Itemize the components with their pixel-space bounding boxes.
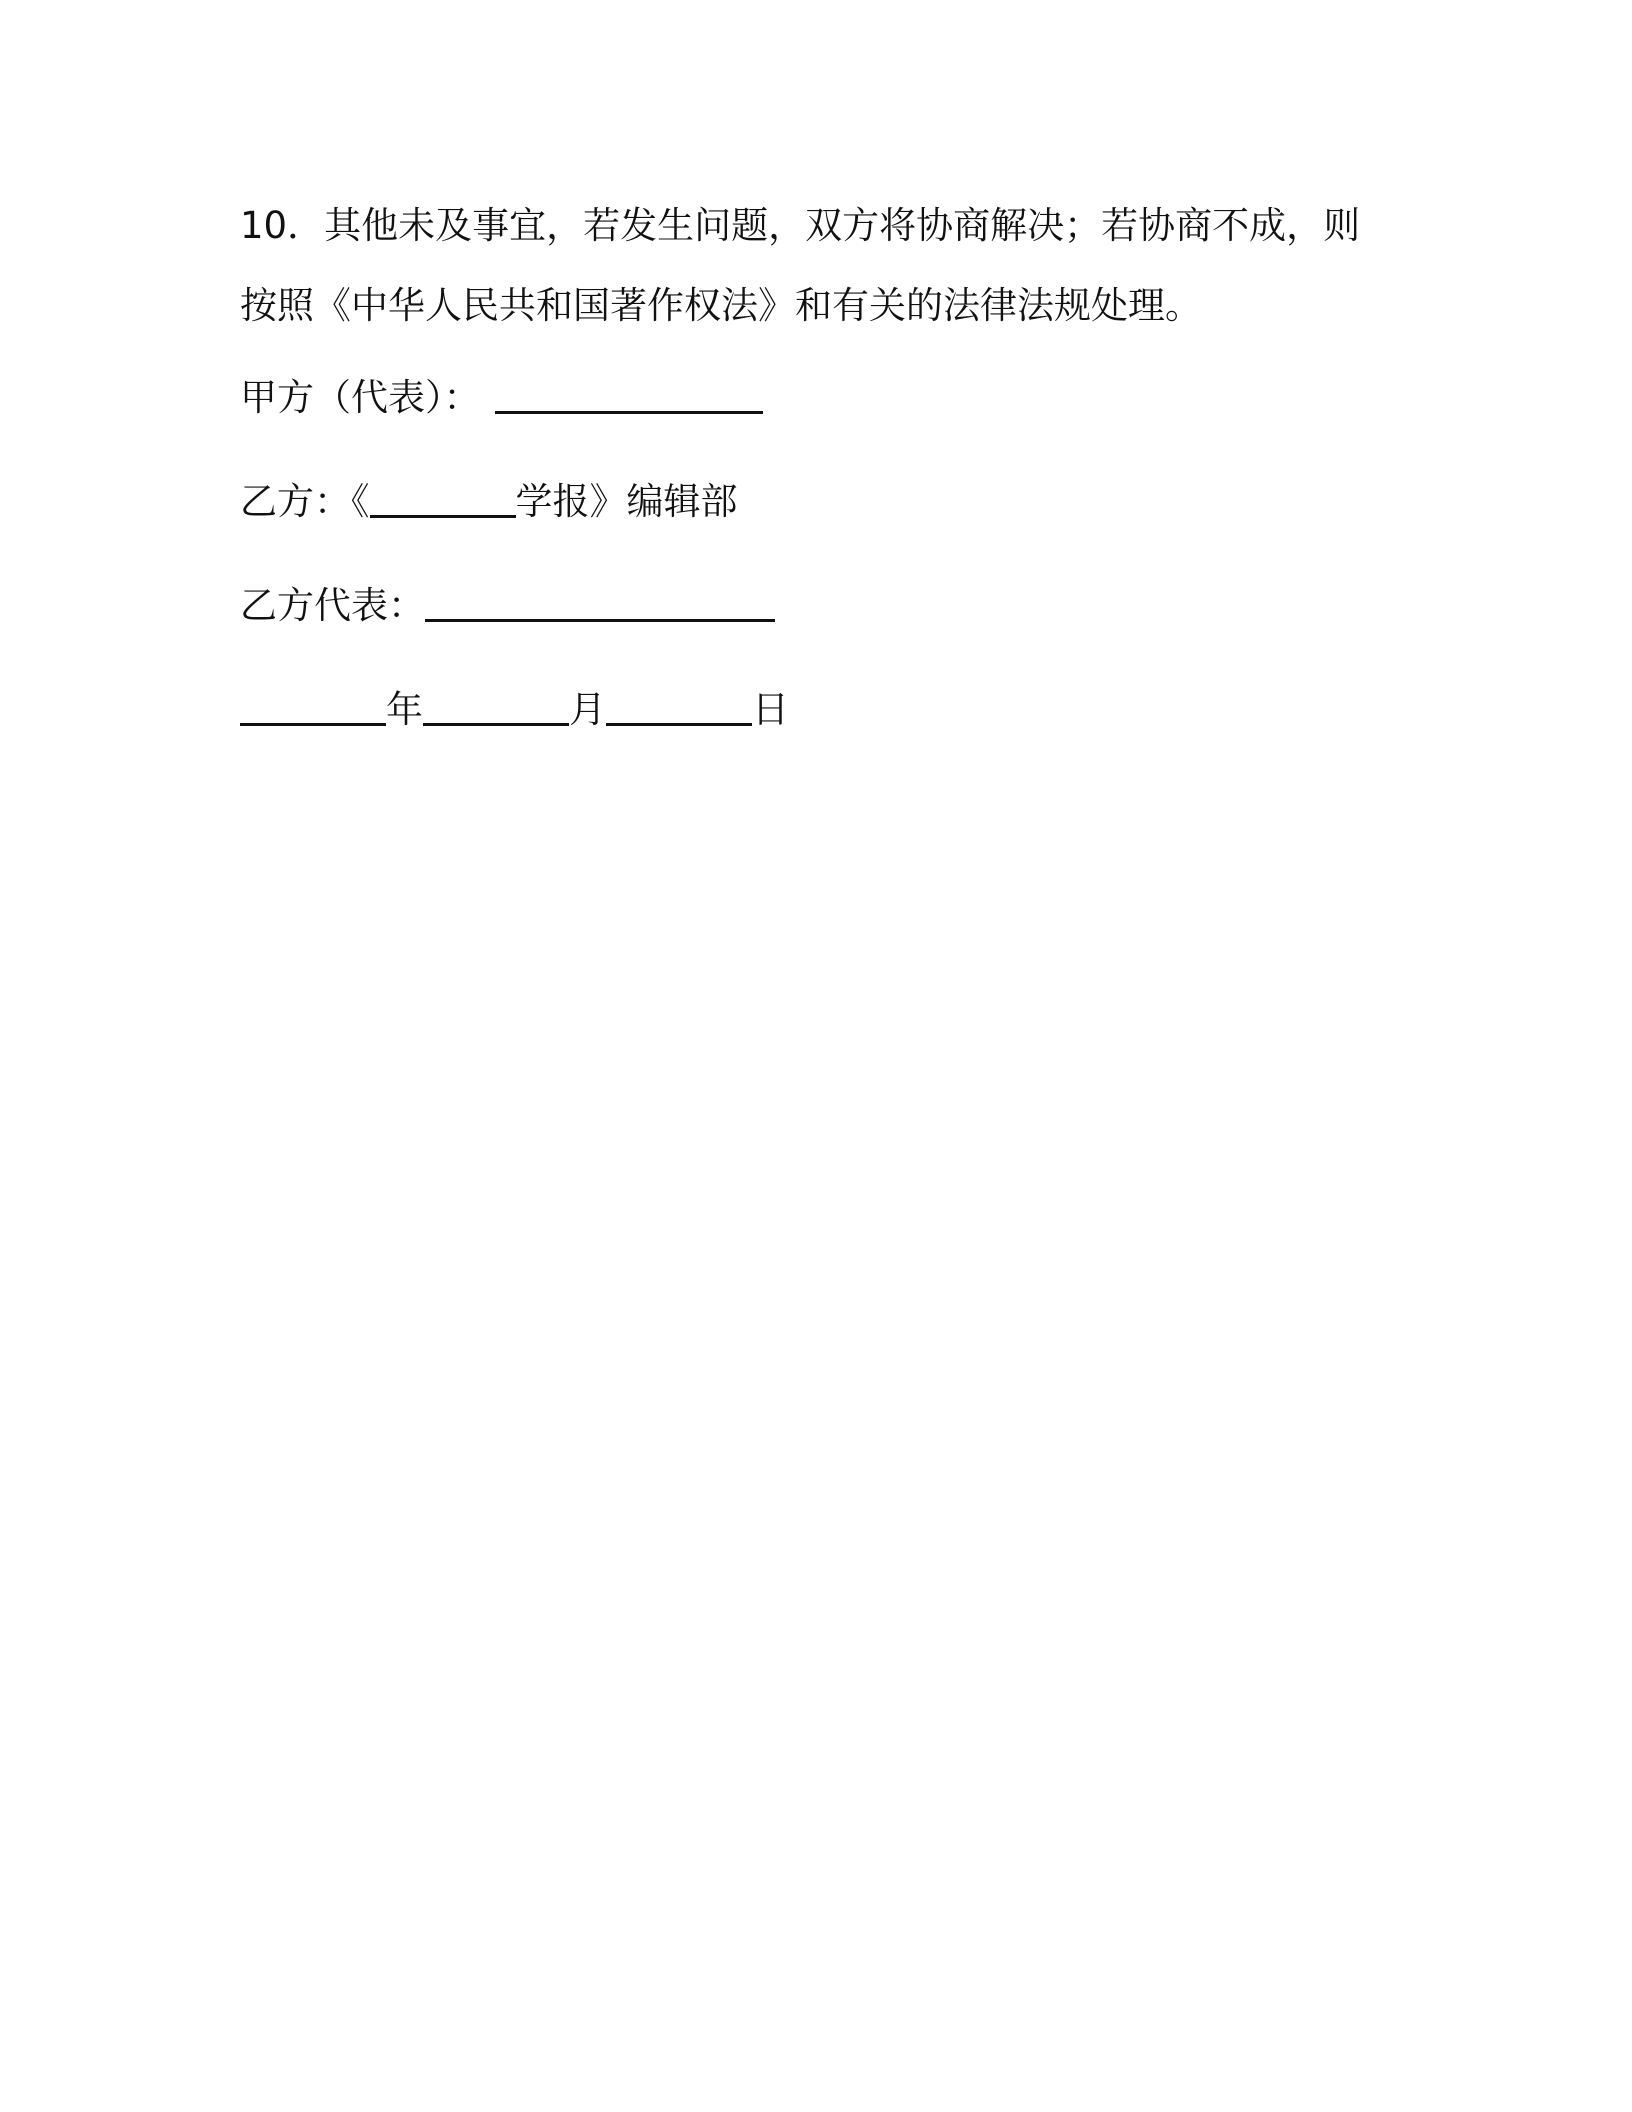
month-label: 月 — [569, 688, 606, 731]
party-a-blank[interactable] — [495, 373, 763, 414]
party-b-rep-blank[interactable] — [425, 581, 775, 622]
day-label: 日 — [752, 688, 789, 731]
party-b-prefix: 乙方：《 — [240, 480, 370, 523]
date-line — [240, 684, 1420, 736]
party-a-signature-line — [240, 372, 1420, 424]
month-blank[interactable] — [423, 685, 569, 726]
year-label: 年 — [386, 688, 423, 731]
party-b-suffix: 学报》编辑部 — [515, 480, 738, 523]
party-b-line — [240, 476, 1420, 528]
clause-10 — [240, 186, 1420, 346]
clause-10-line-1: 10．其他未及事宜，若发生问题，双方将协商解决；若协商不成，则 — [240, 204, 1361, 247]
day-blank[interactable] — [606, 685, 752, 726]
party-b-rep-label: 乙方代表： — [240, 584, 425, 627]
year-blank[interactable] — [240, 685, 386, 726]
party-b-rep-line — [240, 580, 1420, 632]
document-content — [240, 186, 1420, 736]
journal-name-blank[interactable] — [370, 477, 516, 518]
clause-10-line-2: 按照《中华人民共和国著作权法》和有关的法律法规处理。 — [240, 284, 1202, 327]
party-a-label: 甲方（代表）： — [240, 376, 481, 419]
